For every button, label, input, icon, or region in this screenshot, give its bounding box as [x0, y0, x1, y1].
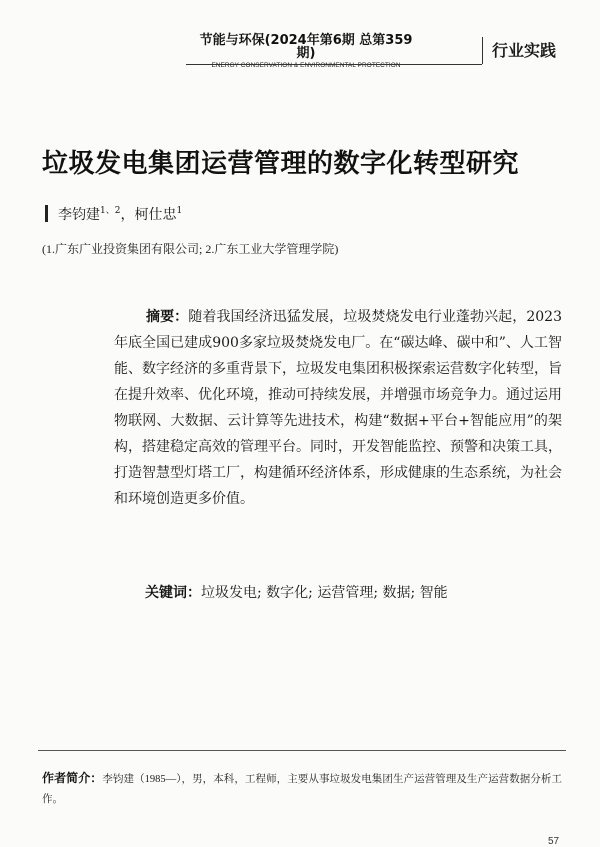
page-number: 57 [548, 836, 560, 847]
header-vertical-divider [482, 37, 483, 64]
keywords-text: 垃圾发电; 数字化; 运营管理; 数据; 智能 [201, 585, 448, 601]
author-note [42, 768, 562, 810]
affiliation: (1.广东广业投资集团有限公司; 2.广东工业大学管理学院) [42, 242, 339, 256]
journal-title: 节能与环保(2024年第6期 总第359期) [199, 33, 413, 61]
author-name: 李钧建 [58, 207, 100, 223]
author-note-text: 李钧建（1985—），男，本科，工程师，主要从事垃圾发电集团生产运营管理及生产运营数据分析工作。 [42, 774, 562, 805]
author-marker-bar [45, 205, 48, 222]
header-divider [186, 64, 482, 65]
journal-subtitle: ENERGY CONSERVATION & ENVIRONMENTAL PROTECTION [211, 62, 401, 69]
keywords-label: 关键词： [145, 585, 201, 601]
footnote-divider [38, 750, 566, 751]
abstract-text: 随着我国经济迅猛发展，垃圾焚烧发电行业蓬勃兴起，2023年底全国已建成900多家垃圾焚烧发电厂。在“碳达峰、碳中和”、人工智能、数字经济的多重背景下，垃圾发电集团积极探索运营数字化转型，旨在提升效率、优化环境，推动可持续发展，并增强市场竞争力。通过运用物联网、大数据、云计算等先进技术，构建“数据+平台+智能应用”的架构，搭建稳定高效的管理平台。同时，开发智能监控、预警和决策工具，打造智慧型灯塔工厂，构建循环经济体系，形成健康的生态系统，为社会和环境创造更多价值。 [114, 309, 562, 507]
author-list [58, 203, 182, 224]
author-affiliation-mark: 1 [176, 206, 183, 216]
author-separator: ， [120, 207, 135, 223]
article-title: 垃圾发电集团运营管理的数字化转型研究 [42, 149, 520, 179]
keywords [145, 582, 448, 602]
author-affiliation-mark: 1、2 [100, 206, 121, 216]
section-label: 行业实践 [492, 41, 557, 60]
author-name: 柯仕忠 [134, 207, 177, 223]
author-note-label: 作者简介： [42, 771, 103, 785]
abstract [114, 304, 562, 512]
abstract-label: 摘要： [146, 309, 189, 325]
